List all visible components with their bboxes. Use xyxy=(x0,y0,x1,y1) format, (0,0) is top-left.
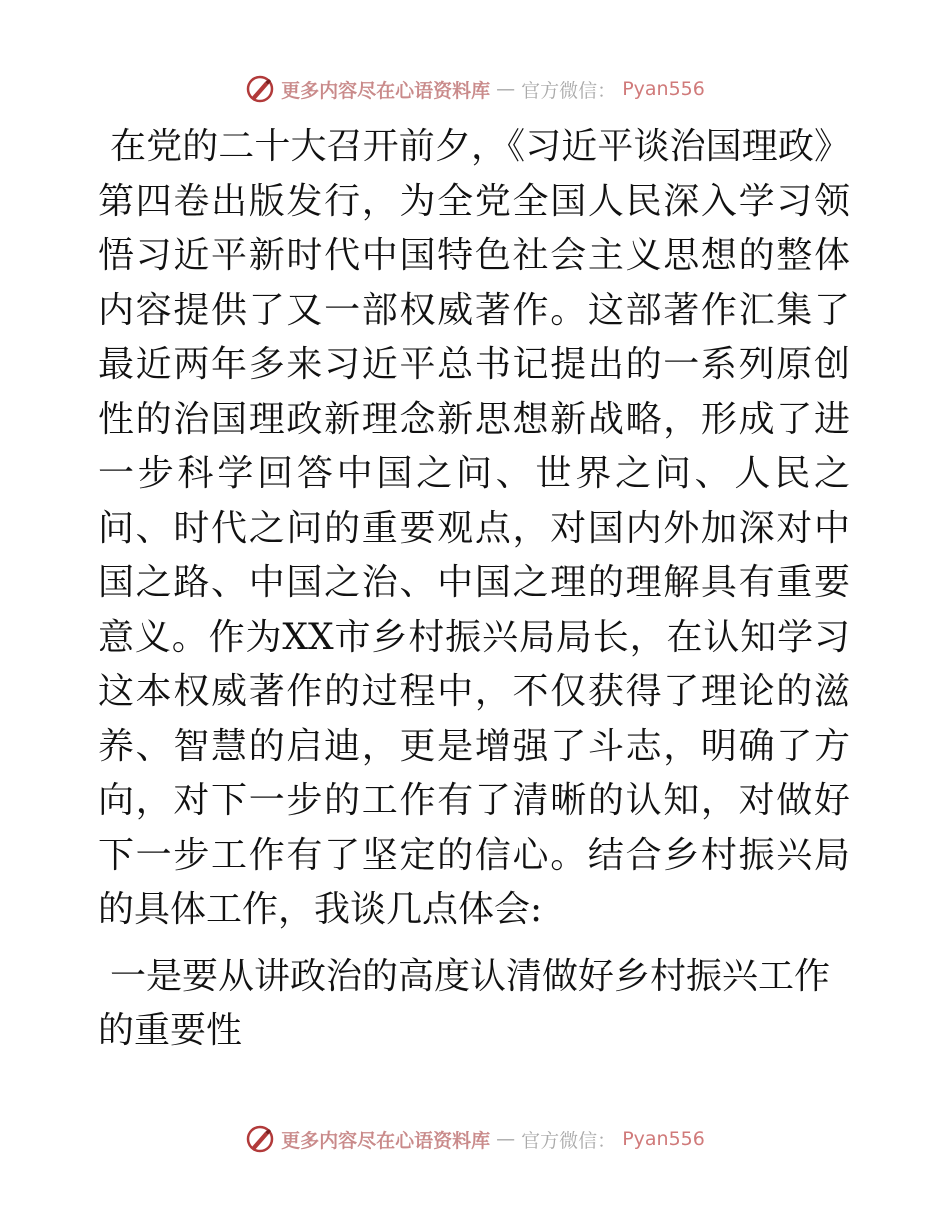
document-body xyxy=(98,120,850,1059)
pen-logo-icon xyxy=(245,1124,275,1154)
official-label: 官方微信： xyxy=(521,1129,617,1152)
footer-watermark xyxy=(0,1124,950,1154)
brand-text: 更多内容尽在心语资料库 xyxy=(281,79,491,102)
brand-text: 更多内容尽在心语资料库 xyxy=(281,1129,491,1152)
separator: — xyxy=(496,1128,516,1150)
wechat-id: Pyan556 xyxy=(622,78,705,100)
section-heading: 一是要从讲政治的高度认清做好乡村振兴工作的重要性 xyxy=(98,955,831,1051)
body-paragraph: 在党的二十大召开前夕，《习近平谈治国理政》第四卷出版发行，为全党全国人民深入学习领悟习近平新时代中国特色社会主义思想的整体内容提供了又一部权威著作。这部著作汇集了最近两年多来习近平总书记提出的一系列原创性的治国理政新理念新思想新战略，形成了进一步科学回答中国之问、世界之问、人民之问、时代之问的重要观点，对国内外加深对中国之路、中国之治、中国之理的理解具有重要意义。作为XX市乡村振兴局局长，在认知学习这本权威著作的过程中，不仅获得了理论的滋养、智慧的启迪，更是增强了斗志，明确了方向，对下一步的工作有了清晰的认知，对做好下一步工作有了坚定的信心。结合乡村振兴局的具体工作，我谈几点体会: xyxy=(98,126,850,930)
wechat-id: Pyan556 xyxy=(622,1128,705,1150)
separator: — xyxy=(496,78,516,100)
header-watermark xyxy=(0,74,950,104)
official-label: 官方微信： xyxy=(521,79,617,102)
pen-logo-icon xyxy=(245,74,275,104)
